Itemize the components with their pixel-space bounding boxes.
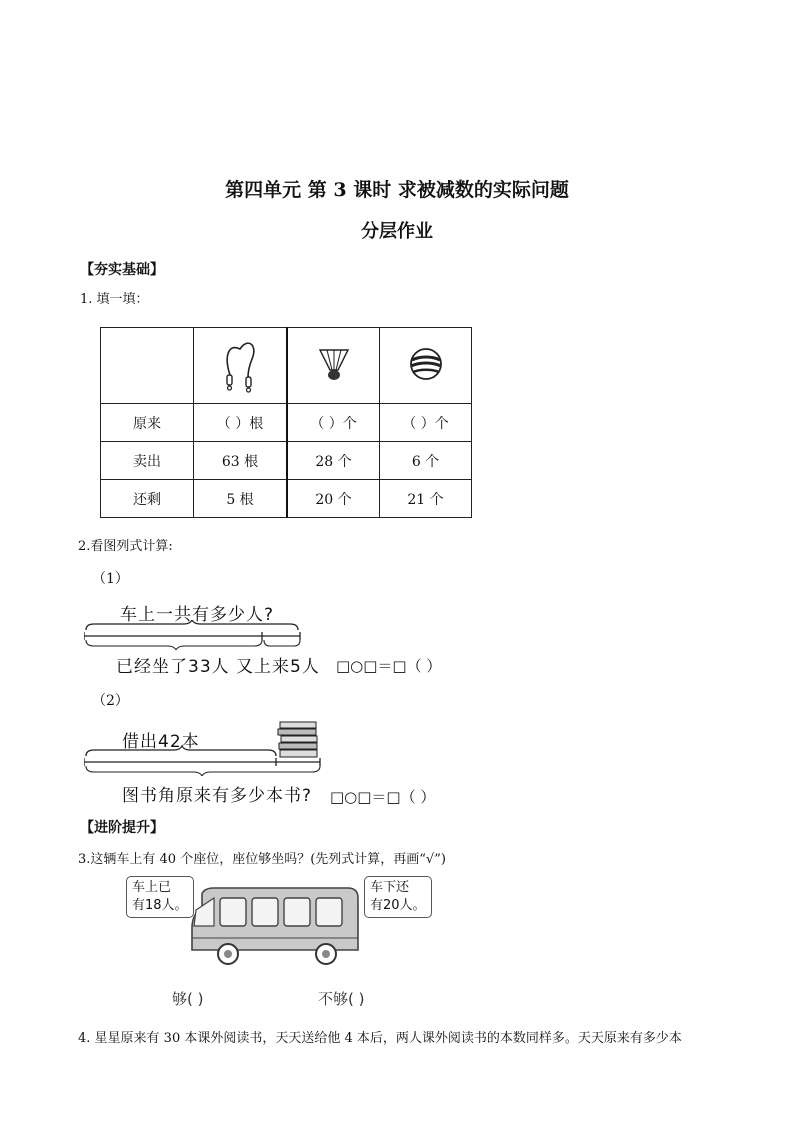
section-basic: 【夯实基础】 xyxy=(80,262,164,278)
q2-part1-number: （1） xyxy=(92,571,129,587)
books-icon xyxy=(278,722,317,757)
table-cell: 28 个 xyxy=(287,442,380,480)
q2-part2-number: （2） xyxy=(92,693,129,709)
table-cell: 6 个 xyxy=(380,442,472,480)
q2-part1-brace-diagram xyxy=(84,620,304,650)
not-enough-choice[interactable]: 不够( ) xyxy=(318,990,365,1008)
row-head: 卖出 xyxy=(101,442,194,480)
enough-choice[interactable]: 够( ) xyxy=(172,990,204,1008)
bubble-text: 有18人。 xyxy=(132,898,188,913)
shuttlecock-icon xyxy=(314,344,354,384)
table-cell[interactable]: （ ）个 xyxy=(380,404,472,442)
bubble-text: 车上已 xyxy=(132,880,172,895)
table-cell: 5 根 xyxy=(194,480,288,518)
ball-cell xyxy=(380,328,472,404)
q4-label: 4. 星星原来有 30 本课外阅读书，天天送给他 4 本后，两人课外阅读书的本数同样多。天天原来有多少本 xyxy=(78,1031,682,1046)
speech-bubble-right xyxy=(364,876,432,918)
table-cell[interactable]: （ ）根 xyxy=(194,404,288,442)
q2-part1-question: 车上一共有多少人? xyxy=(120,605,275,625)
table-cell: 21 个 xyxy=(380,480,472,518)
fill-table xyxy=(100,327,472,518)
section-advanced: 【进阶提升】 xyxy=(80,820,164,836)
q2-part2-top-label: 借出42本 xyxy=(122,732,200,752)
table-cell: 63 根 xyxy=(194,442,288,480)
jump-rope-cell xyxy=(194,328,288,404)
ball-icon xyxy=(406,344,446,384)
q3-label: 3.这辆车上有 40 个座位，座位够坐吗？(先列式计算，再画“√”) xyxy=(78,852,446,867)
table-cell: 20 个 xyxy=(287,480,380,518)
speech-bubble-left xyxy=(126,876,194,918)
q1-label: 1. 填一填： xyxy=(80,292,149,307)
row-head: 原来 xyxy=(101,404,194,442)
bubble-text: 有20人。 xyxy=(370,898,426,913)
shuttlecock-cell xyxy=(287,328,380,404)
bus-illustration xyxy=(186,884,366,970)
q2-part2-question: 图书角原来有多少本书? xyxy=(122,786,313,806)
q2-part2-brace-diagram xyxy=(84,720,328,776)
table-cell[interactable]: （ ）个 xyxy=(287,404,380,442)
q2-label: 2.看图列式计算: xyxy=(78,539,173,554)
jump-rope-icon xyxy=(218,335,262,393)
bubble-text: 车下还 xyxy=(370,880,410,895)
q2-part1-formula[interactable]: □○□＝□（ ） xyxy=(336,657,442,675)
row-head: 还剩 xyxy=(101,480,194,518)
page-subtitle: 分层作业 xyxy=(361,221,433,242)
table-corner-cell xyxy=(101,328,194,404)
q2-part2-formula[interactable]: □○□＝□（ ） xyxy=(330,788,436,806)
q2-part1-segments: 已经坐了33人 又上来5人 xyxy=(116,657,320,677)
page-title: 第四单元 第 3 课时 求被减数的实际问题 xyxy=(225,179,569,201)
